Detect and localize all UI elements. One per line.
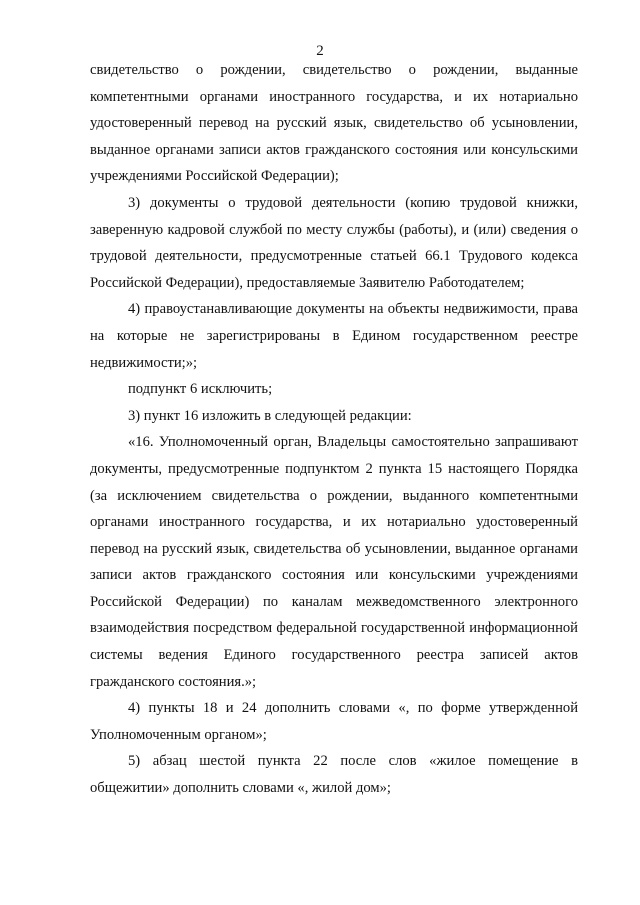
paragraph-subitem-6-exclude: подпункт 6 исключить; [128,381,273,398]
paragraph-points-18-24: 4) пункты 18 и 24 дополнить словами «, по форме утвержденной Уполномоченным органом»; [90,700,578,743]
paragraph-item-3-labor-documents: 3) документы о трудовой деятельности (копию трудовой книжки, заверенную кадровой службой по месту службы (работы), и (или) сведения о трудовой деятельности, предусмотренные статьей 66.1 Трудового кодекса Российской Федерации), предоставляемые Заявителю Работодателем; [90,194,578,291]
paragraph-item-4-property-documents: 4) правоустанавливающие документы на объекты недвижимости, права на которые не зарегистрированы в Едином государственном реестре недвижимости;»; [90,301,578,371]
paragraph-continuation: свидетельство о рождении, свидетельство о рождении, выданные компетентными органами иностранного государства, и их нотариально удостоверенный перевод на русский язык, свидетельство об усыновлении, выданное органами записи актов гражданского состояния или консульскими учреждениями Российской Федерации); [90,62,578,185]
document-body [90,57,578,802]
page-number: 2 [316,43,324,59]
paragraph-point-16-text: «16. Уполномоченный орган, Владельцы самостоятельно запрашивают документы, предусмотренные подпунктом 2 пункта 15 настоящего Порядка (за исключением свидетельства о рождении, выданного компетентными органами иностранного государства, и их нотариально удостоверенный перевод на русский язык, свидетельства об усыновлении, выданное органами записи актов гражданского состояния или консульскими учреждениями Российской Федерации) по каналам межведомственного электронного взаимодействия посредством федеральной государственной информационной системы ведения Единого государственного реестра записей актов гражданского состояния.»; [90,434,578,690]
paragraph-point-16-intro: 3) пункт 16 изложить в следующей редакции: [128,407,412,424]
paragraph-point-22: 5) абзац шестой пункта 22 после слов «жилое помещение в общежитии» дополнить словами «, жилой дом»; [90,753,578,797]
